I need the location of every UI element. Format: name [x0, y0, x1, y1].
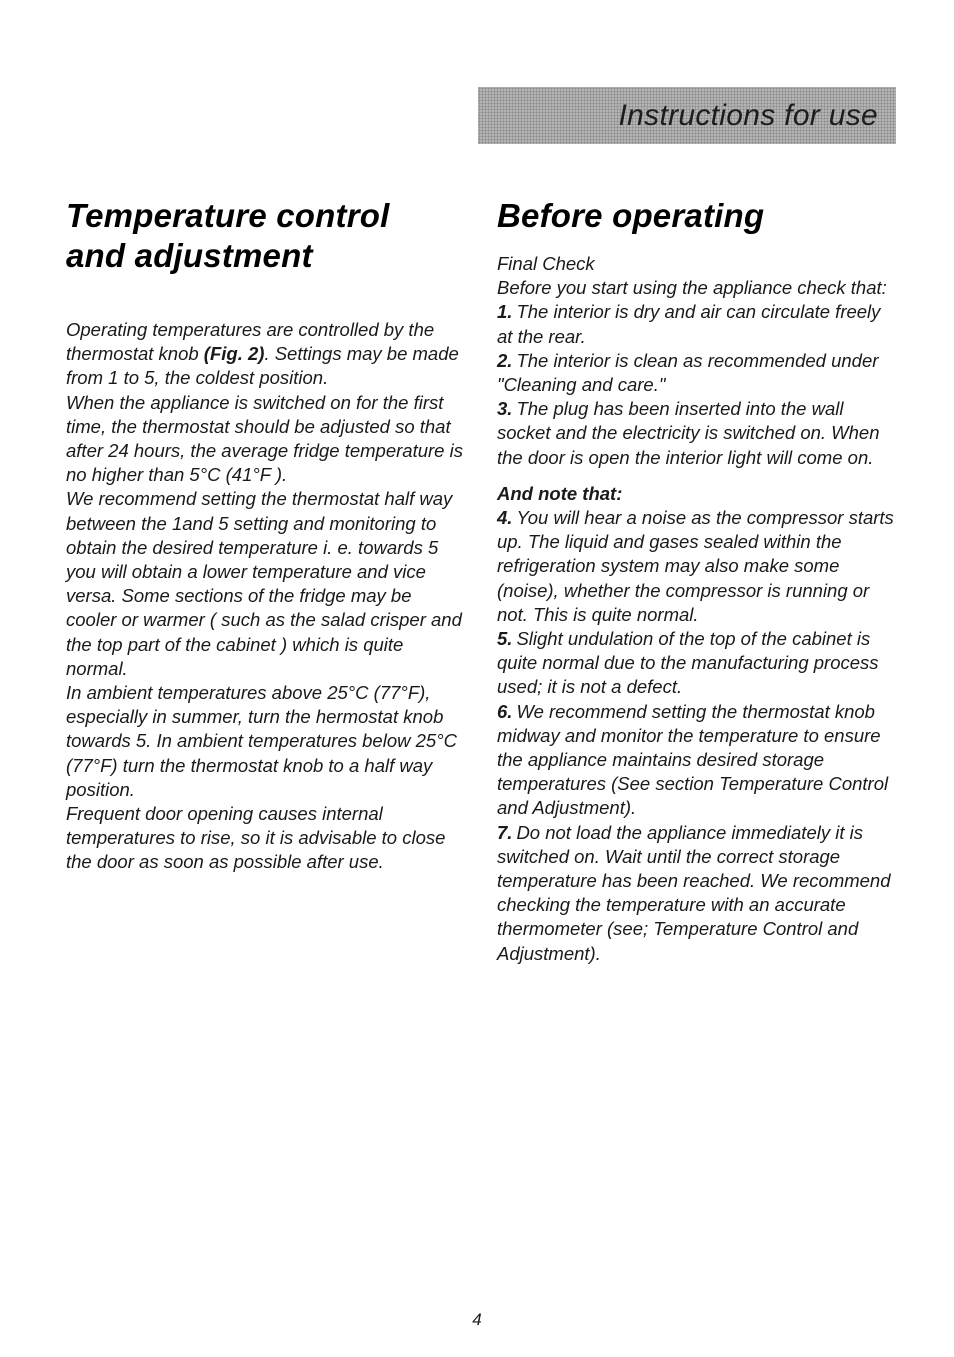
note-heading: And note that: — [497, 482, 623, 504]
list-item-text: Do not load the appliance immediately it is switched on. Wait until the correct storage temperature has been reached. We recommend checking the temperature with an accurate thermometer (see; Temperature Control and Adjustment). — [497, 821, 891, 964]
paragraph: Frequent door opening causes internal temperatures to rise, so it is advisable to close the door as soon as possible after use. — [66, 803, 446, 873]
list-item — [497, 700, 897, 821]
temperature-control-body — [66, 318, 466, 875]
list-item — [497, 300, 897, 348]
list-item-number: 6. — [497, 700, 513, 722]
temperature-control-title-line1: Temperature control — [66, 197, 390, 234]
list-item-text: Slight undulation of the top of the cabinet is quite normal due to the manufacturing process used; it is not a defect. — [497, 628, 879, 698]
paragraph-text: Operating temperatures are controlled by the thermostat knob — [66, 319, 435, 365]
final-check-label: Final Check — [497, 253, 595, 274]
temperature-control-section — [66, 196, 466, 875]
list-item — [497, 349, 897, 397]
list-item-number: 1. — [497, 301, 513, 323]
list-item-number: 5. — [497, 628, 513, 650]
section-header-band — [478, 87, 896, 144]
list-item — [497, 506, 897, 627]
list-item-number: 4. — [497, 507, 513, 529]
section-header-label: Instructions for use — [618, 98, 878, 132]
list-item-text: The plug has been inserted into the wall socket and the electricity is switched on. When the door is open the interior light will come on. — [497, 398, 880, 468]
paragraph: In ambient temperatures above 25°C (77°F), especially in summer, turn the hermostat knob towards 5. In ambient temperatures below 25°C (77°F) turn the thermostat knob to a half way position. — [66, 682, 457, 800]
before-operating-body — [497, 252, 897, 966]
list-item — [497, 627, 897, 700]
before-operating-section — [497, 196, 897, 966]
list-item-number: 3. — [497, 398, 513, 420]
list-item-text: The interior is clean as recommended under "Cleaning and care." — [497, 349, 879, 396]
temperature-control-title-line2: and adjustment — [66, 237, 313, 274]
list-item-number: 2. — [497, 349, 513, 371]
list-item-text: The interior is dry and air can circulate freely at the rear. — [497, 301, 881, 347]
before-operating-title: Before operating — [497, 197, 765, 234]
paragraph: We recommend setting the thermostat half way between the 1and 5 setting and monitoring to obtain the desired temperature i. e. towards 5 you will obtain a lower temperature and vice versa. Some sections of the fridge may be cooler or warmer ( such as the salad crisper and the top part of the cabinet ) which is quite normal. — [66, 488, 462, 679]
list-item — [497, 821, 897, 966]
list-item-text: We recommend setting the thermostat knob midway and monitor the temperature to ensure the appliance maintains desired storage temperatures (See section Temperature Control and Adjustment). — [497, 700, 889, 819]
list-item-text: You will hear a noise as the compressor starts up. The liquid and gases sealed within the refrigeration system may also make some (noise), whether the compressor is running or not. This is quite normal. — [497, 507, 894, 625]
list-item — [497, 397, 897, 470]
final-check-intro: Before you start using the appliance check that: — [497, 277, 887, 299]
paragraph-text: . Settings may be made from 1 to 5, the coldest position. — [66, 343, 459, 389]
paragraph: When the appliance is switched on for the first time, the thermostat should be adjusted so that after 24 hours, the average fridge temperature is no higher than 5°C (41°F ). — [66, 391, 463, 486]
list-item-number: 7. — [497, 821, 513, 843]
page-number: 4 — [472, 1310, 482, 1329]
temperature-control-title — [66, 196, 466, 276]
figure-reference: (Fig. 2) — [203, 343, 265, 365]
paragraph — [66, 318, 466, 391]
